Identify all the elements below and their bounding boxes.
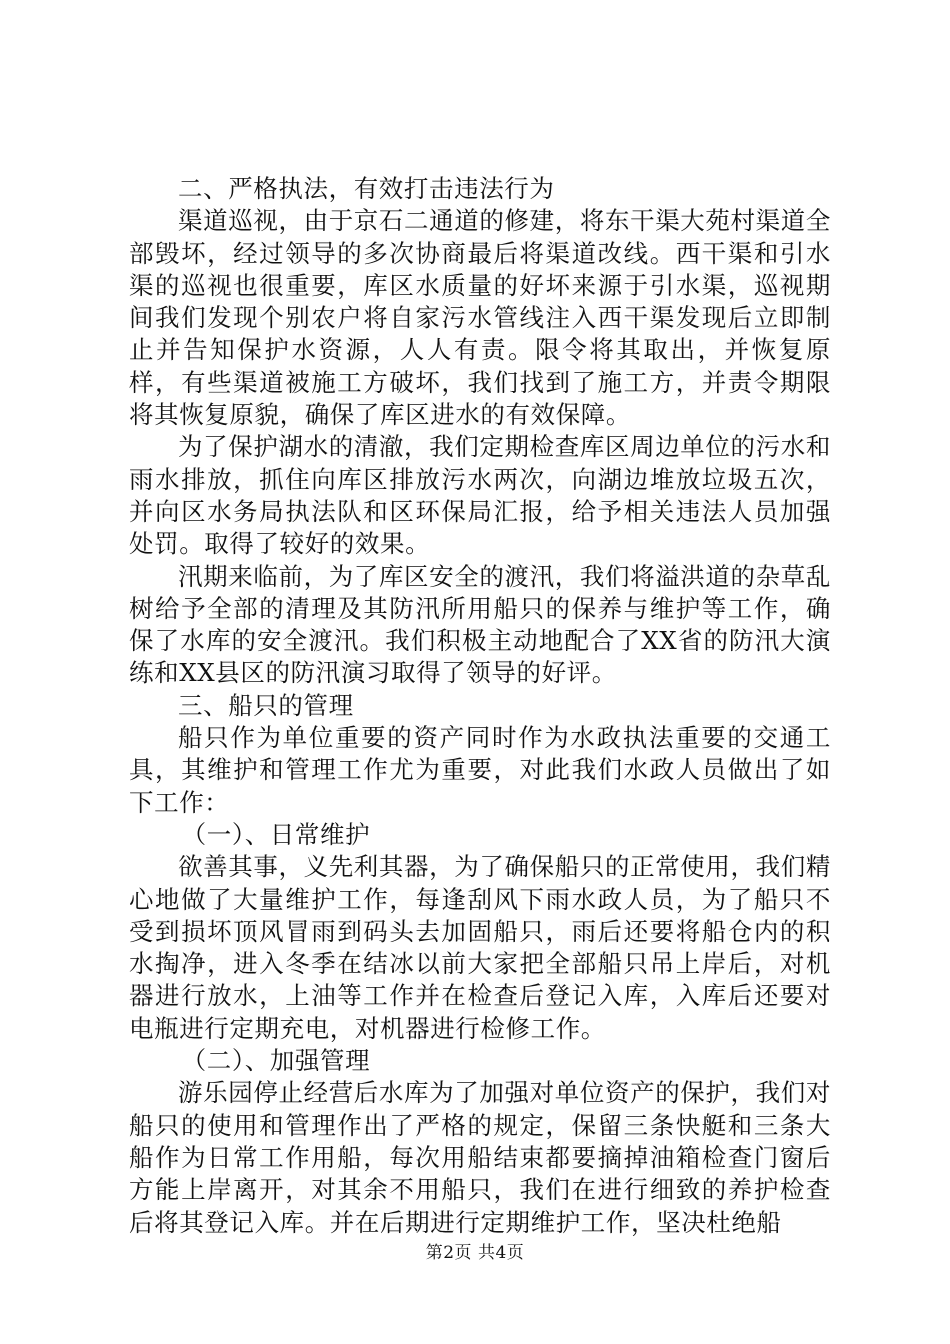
subheading-daily-maintenance: （一）、日常维护 [181, 819, 371, 849]
subheading-strengthen-management: （二）、加强管理 [181, 1046, 371, 1076]
paragraph-strengthen-management: 游乐园停止经营后水库为了加强对单位资产的保护，我们对船只的使用和管理作出了严格的规定，保留三条快艇和三条大船作为日常工作用船，每次用船结束都要摘掉油箱检查门窗后方能上岸离开，对其余不用船只，我们在进行细致的养护检查后将其登记入库。并在后期进行定期维护工作，坚决杜绝船 [129, 1078, 831, 1237]
page-footer [0, 1243, 950, 1263]
paragraph-daily-maintenance: 欲善其事，义先利其器，为了确保船只的正常使用，我们精心地做了大量维护工作，每逢刮风下雨水政人员，为了船只不受到损坏顶风冒雨到码头去加固船只，雨后还要将船仓内的积水掏净，进入冬季在结冰以前大家把全部船只吊上岸后，对机器进行放水，上油等工作并在检查后登记入库，入库后还要对电瓶进行定期充电，对机器进行检修工作。 [129, 852, 831, 1043]
section-heading-boat-management: 三、船只的管理 [178, 690, 354, 720]
paragraph-water-protection: 为了保护湖水的清澈，我们定期检查库区周边单位的污水和雨水排放，抓住向库区排放污水两次，向湖边堆放垃圾五次，并向区水务局执法队和区环保局汇报，给予相关违法人员加强处罚。取得了较好的效果。 [129, 432, 831, 559]
document-body [129, 173, 831, 1239]
paragraph-channel-patrol: 渠道巡视，由于京石二通道的修建，将东干渠大苑村渠道全部毁坏，经过领导的多次协商最后将渠道改线。西干渠和引水渠的巡视也很重要，库区水质量的好坏来源于引水渠，巡视期间我们发现个别农户将自家污水管线注入西干渠发现后立即制止并告知保护水资源，人人有责。限令将其取出，并恢复原样，有些渠道被施工方破坏，我们找到了施工方，并责令期限将其恢复原貌，确保了库区进水的有效保障。 [129, 206, 831, 430]
paragraph-boat-intro: 船只作为单位重要的资产同时作为水政执法重要的交通工具，其维护和管理工作尤为重要，对此我们水政人员做出了如下工作： [129, 723, 831, 817]
paragraph-flood-season: 汛期来临前，为了库区安全的渡汛，我们将溢洪道的杂草乱树给予全部的清理及其防汛所用船只的保养与维护等工作，确保了水库的安全渡汛。我们积极主动地配合了XX省的防汛大演练和XX县区的防汛演习取得了领导的好评。 [129, 561, 831, 688]
page-number-label: 第2页 共4页 [425, 1243, 525, 1263]
section-heading-enforcement: 二、严格执法，有效打击违法行为 [178, 174, 555, 203]
